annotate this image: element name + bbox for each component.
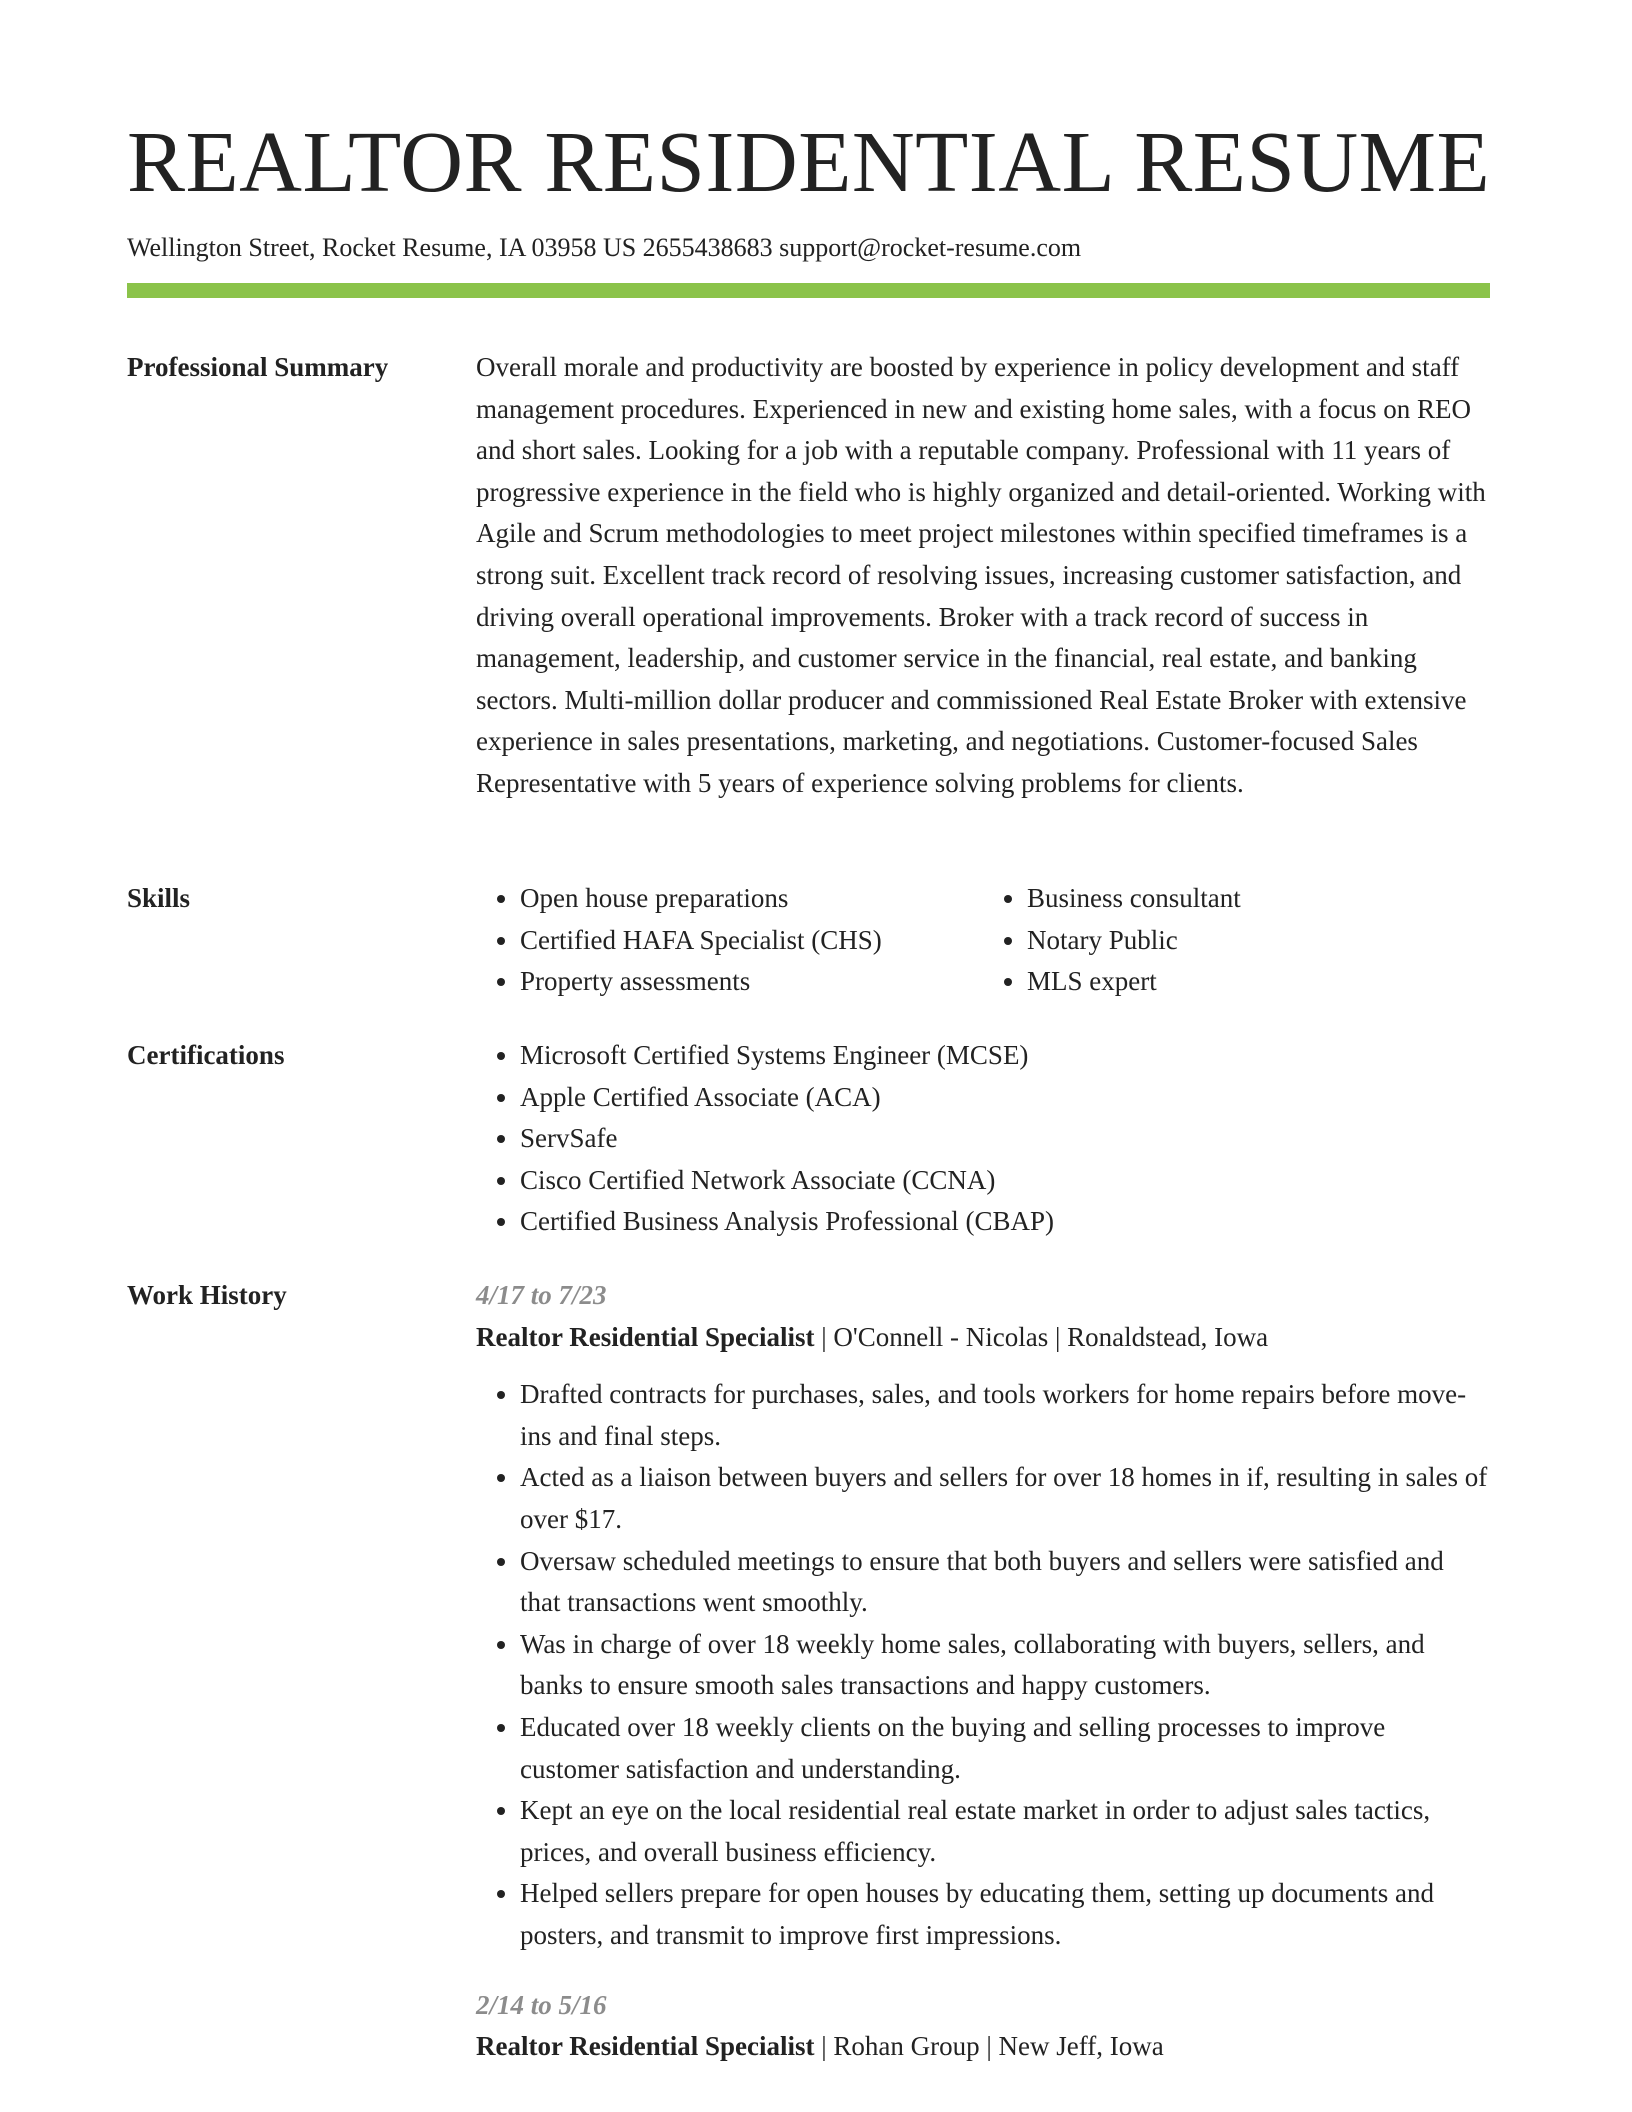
certifications-label: Certifications xyxy=(127,1040,285,1070)
job-heading xyxy=(476,1317,1490,1359)
resume-title: REALTOR RESIDENTIAL RESUME xyxy=(127,113,1491,210)
job-entry xyxy=(476,1985,1490,2068)
certification-item: • Certified Business Analysis Professional (CBAP) xyxy=(520,1201,1490,1243)
skills-list-right xyxy=(983,878,1490,1003)
job-bullet: • Kept an eye on the local residential real estate market in order to adjust sales tactics, prices, and overall business efficiency. xyxy=(520,1790,1490,1873)
job-title: Realtor Residential Specialist xyxy=(476,1321,815,1352)
job-dates: 4/17 to 7/23 xyxy=(476,1280,607,1310)
summary-label: Professional Summary xyxy=(127,352,389,382)
skills-label: Skills xyxy=(127,883,191,913)
job-bullet: • Helped sellers prepare for open houses by educating them, setting up documents and posters, and transmit to improve first impressions. xyxy=(520,1873,1490,1956)
certification-item: • ServSafe xyxy=(520,1118,1490,1160)
skill-item: • Property assessments xyxy=(520,961,983,1003)
skill-item: • Notary Public xyxy=(1027,920,1490,962)
certification-item: • Apple Certified Associate (ACA) xyxy=(520,1077,1490,1119)
job-bullet: • Acted as a liaison between buyers and sellers for over 18 homes in if, resulting in sales of over $17. xyxy=(520,1457,1490,1540)
job-bullet: • Educated over 18 weekly clients on the buying and selling processes to improve customer satisfaction and understanding. xyxy=(520,1707,1490,1790)
contact-line: Wellington Street, Rocket Resume, IA 03958 US 2655438683 support@rocket-resume.com xyxy=(127,233,1082,262)
job-bullets xyxy=(476,1374,1490,1956)
job-entry xyxy=(476,1275,1490,1957)
job-details: | Rohan Group | New Jeff, Iowa xyxy=(814,2031,1164,2062)
skill-item: • MLS expert xyxy=(1027,961,1490,1003)
certification-item: • Cisco Certified Network Associate (CCNA) xyxy=(520,1160,1490,1202)
certification-item: • Microsoft Certified Systems Engineer (MCSE) xyxy=(520,1035,1490,1077)
job-heading xyxy=(476,2026,1490,2068)
accent-divider xyxy=(127,283,1490,298)
skills-list-left xyxy=(476,878,983,1003)
skill-item: • Business consultant xyxy=(1027,878,1490,920)
skill-item: • Certified HAFA Specialist (CHS) xyxy=(520,920,983,962)
job-bullet: • Oversaw scheduled meetings to ensure that both buyers and sellers were satisfied and that transactions went smoothly. xyxy=(520,1541,1490,1624)
summary-text: Overall morale and productivity are boosted by experience in policy development and staff management procedures. Experienced in new and existing home sales, with a focus on REO and short sales. Looking for a job with a reputable company. Professional with 11 years of progressive experience in the field who is highly organized and detail-oriented. Working with Agile and Scrum methodologies to meet project milestones within specified timeframes is a strong suit. Excellent track record of resolving issues, increasing customer satisfaction, and driving overall operational improvements. Broker with a track record of success in management, leadership, and customer service in the financial, real estate, and banking sectors. Multi-million dollar producer and commissioned Real Estate Broker with extensive experience in sales presentations, marketing, and negotiations. Customer-focused Sales Representative with 5 years of experience solving problems for clients. xyxy=(476,352,1486,798)
certifications-list xyxy=(476,1035,1490,1243)
work-history-label: Work History xyxy=(127,1280,287,1310)
job-title: Realtor Residential Specialist xyxy=(476,2031,815,2062)
skill-item: • Open house preparations xyxy=(520,878,983,920)
job-dates: 2/14 to 5/16 xyxy=(476,1989,607,2020)
job-bullet: • Drafted contracts for purchases, sales, and tools workers for home repairs before move-ins and final steps. xyxy=(520,1374,1490,1457)
job-bullet: • Was in charge of over 18 weekly home sales, collaborating with buyers, sellers, and banks to ensure smooth sales transactions and happy customers. xyxy=(520,1624,1490,1707)
job-details: | O'Connell - Nicolas | Ronaldstead, Iowa xyxy=(814,1321,1269,1352)
